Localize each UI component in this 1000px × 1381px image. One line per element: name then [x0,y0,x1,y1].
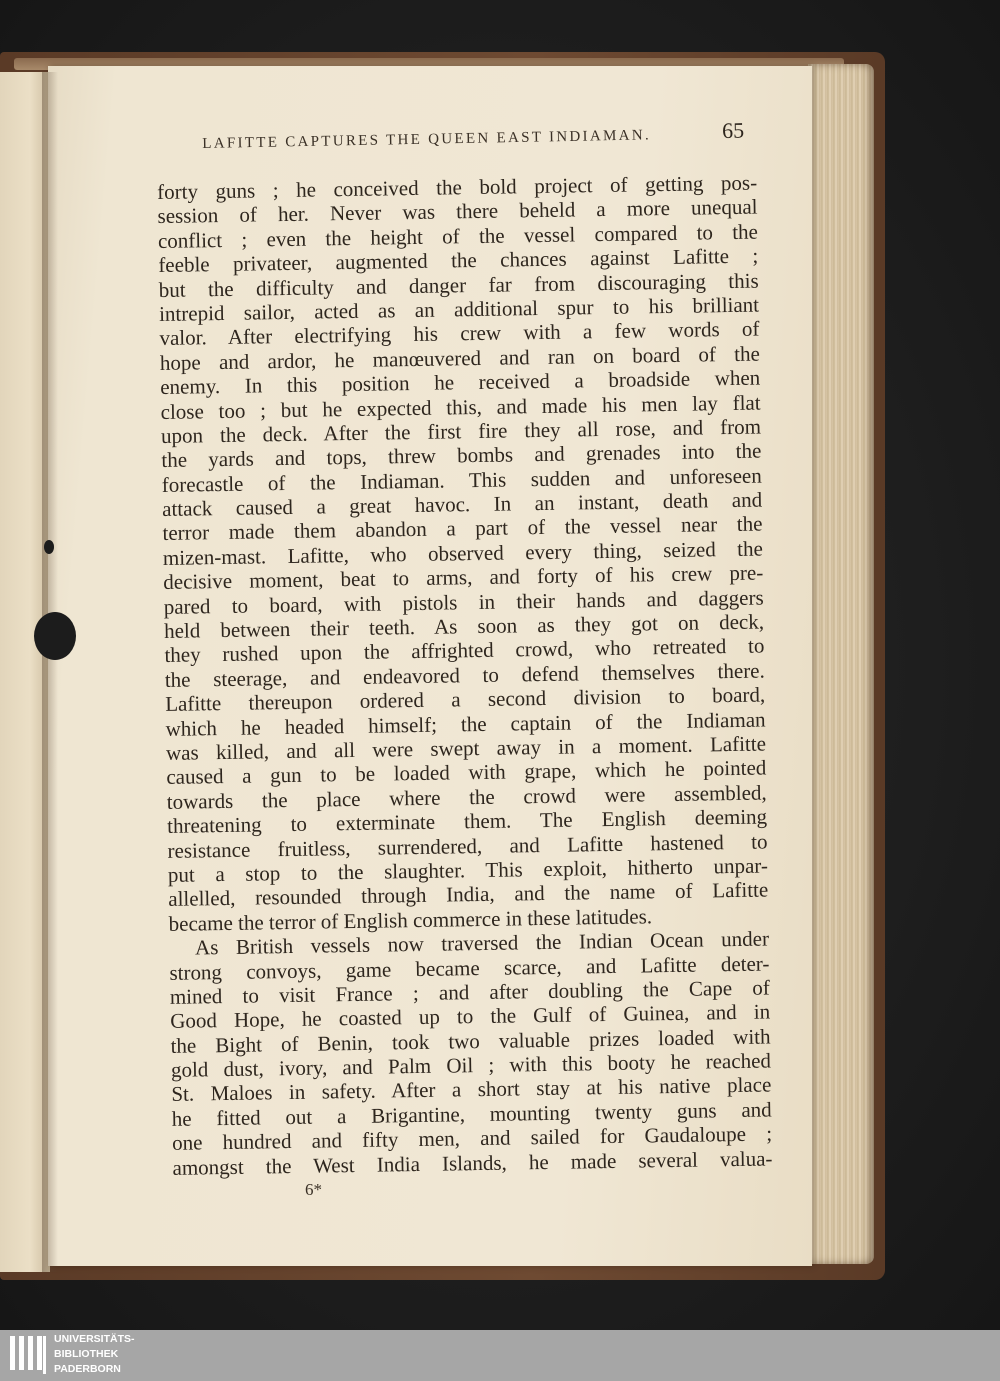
library-logo-icon [10,1336,50,1374]
text-line: threatening to exterminate them. The English deeming [166,804,768,839]
text-line: enemy. In this position he received a broadside when [160,365,761,400]
text-line: terror made them abandon a part of the vessel near the [162,512,763,546]
text-line: held between their teeth. As soon as they got on deck, [163,609,765,643]
gutter-shadow [42,72,58,1272]
text-line: pared to board, with pistols in their hands and daggers [163,585,764,619]
text-line: which he headed himself; the captain of the Indiaman [165,707,766,741]
library-name-line-3: PADERBORN [54,1363,121,1375]
text-line: the Bight of Benin, took two valuable prizes loaded with [170,1024,771,1058]
text-line: forecastle of the Indiaman. This sudden and unforeseen [161,463,762,497]
text-line: valor. After electrifying his crew with a few words of [159,316,760,351]
running-title: LAFITTE CAPTURES THE QUEEN EAST INDIAMAN. [202,127,652,152]
text-line: one hundred and fifty men, and sailed for Gaudaloupe ; [171,1121,773,1156]
text-line: mined to visit France ; and after doubling the Cape of [169,975,770,1009]
text-line: amongst the West India Islands, he made several valua- [172,1146,773,1180]
text-line: caused a gun to be loaded with grape, which he pointed [166,755,767,790]
signature-mark: 6* [305,1180,322,1199]
library-footer [0,1330,1000,1381]
text-line: attack caused a great havoc. In an instant, death and [161,487,763,522]
text-line: upon the deck. After the first fire they all rose, and from [160,414,762,448]
text-line: feeble privateer, augmented the chances against Lafitte ; [158,243,759,278]
text-line: Good Hope, he coasted up to the Gulf of Guinea, and in [170,999,771,1034]
text-line: session of her. Never was there beheld a more unequal [157,194,758,229]
page-number: 65 [721,117,745,144]
library-name [54,1332,135,1377]
text-line: forty guns ; he conceived the bold project of getting pos- [157,170,758,204]
text-line: Lafitte thereupon ordered a second division to board, [165,682,766,717]
page-damage-hole-small [44,540,54,554]
text-line: he fitted out a Brigantine, mounting twenty guns and [171,1097,772,1131]
text-line: gold dust, ivory, and Palm Oil ; with this booty he reached [170,1048,772,1082]
library-name-line-2: BIBLIOTHEK [54,1348,119,1360]
text-line: resistance fruitless, surrendered, and Lafitte hastened to [167,829,768,863]
text-line: was killed, and all were swept away in a moment. Lafitte [165,731,767,765]
text-line: mizen-mast. Lafitte, who observed every thing, seized the [162,536,764,570]
text-line: intrepid sailor, acted as an additional spur to his brilliant [158,292,760,326]
text-line: allelled, resounded through India, and the name of Lafitte [168,877,769,912]
text-line: St. Maloes in safety. After a short stay at his native place [171,1072,772,1107]
text-line: strong convoys, game became scarce, and Lafitte deter- [169,950,770,985]
text-line-paragraph-start: As British vessels now traversed the Indian Ocean under [194,926,770,960]
text-line: the yards and tops, threw bombs and grenades into the [161,438,762,473]
text-line: decisive moment, beat to arms, and forty of his crew pre- [163,560,764,595]
text-line: towards the place where the crowd were assembled, [166,780,767,814]
body-text [157,171,773,1180]
text-line: conflict ; even the height of the vessel compared to the [157,219,759,253]
text-line: but the difficulty and danger far from discouraging this [158,268,759,302]
library-name-line-1: UNIVERSITÄTS- [54,1333,135,1345]
text-line: put a stop to the slaughter. This exploit, hitherto unpar- [167,853,769,887]
text-line-paragraph-end: became the terror of English commerce in these latitudes. [168,904,653,936]
page-damage-hole [34,612,76,660]
text-line: they rushed upon the affrighted crowd, who retreated to [164,633,765,668]
text-line: close too ; but he expected this, and made his men lay flat [160,390,761,424]
text-line: the steerage, and endeavored to defend themselves there. [164,658,765,692]
page-edges [808,64,874,1264]
text-line: hope and ardor, he manœuvered and ran on board of the [159,341,760,375]
